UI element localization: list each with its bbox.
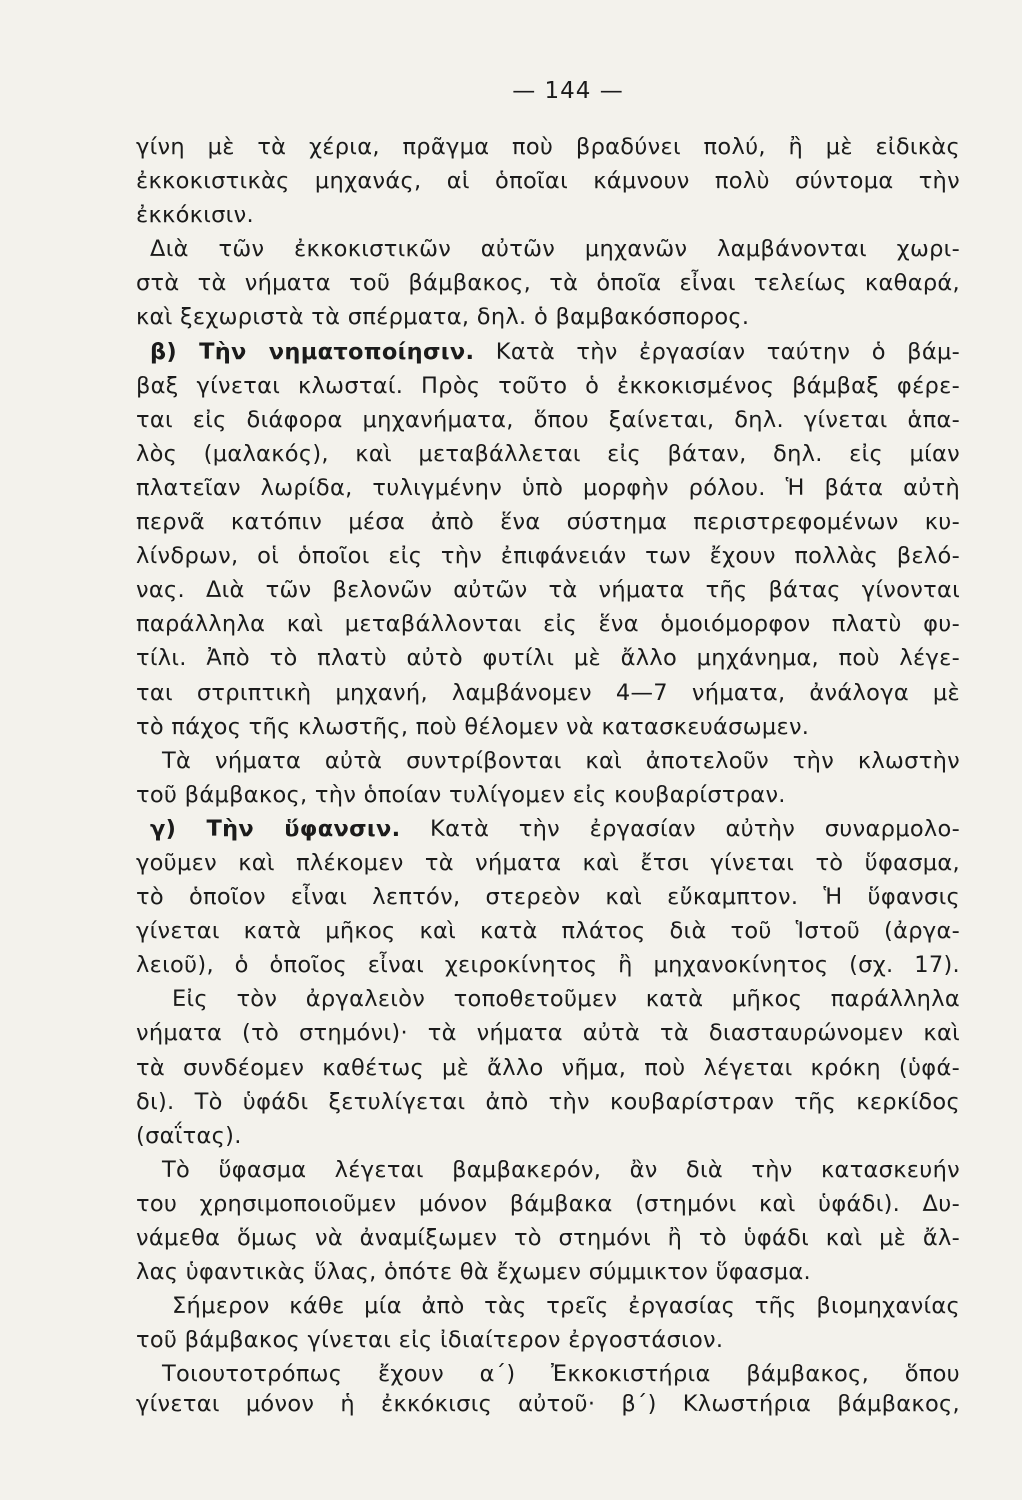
text-line: λὸς (μαλακός), καὶ μεταβάλλεται εἰς βάταν, δηλ. εἰς μίαν <box>136 440 960 467</box>
body-text <box>136 130 960 1422</box>
text-line: τὸ ὁποῖον εἶναι λεπτόν, στερεὸν καὶ εὔκαμπτον. Ἡ ὕφανσις <box>136 884 960 911</box>
text-line: καὶ ξεχωριστὰ τὰ σπέρματα, δηλ. ὁ βαμβακόσπορος. <box>136 304 750 331</box>
text-line: βαξ γίνεται κλωσταί. Πρὸς τοῦτο ὁ ἐκκοκισμένος βάμβαξ φέρε- <box>136 372 960 399</box>
text-line: Διὰ τῶν ἐκκοκιστικῶν αὐτῶν μηχανῶν λαμβάνονται χωρι- <box>150 236 960 263</box>
text-line: δι). Τὸ ὑφάδι ξετυλίγεται ἀπὸ τὴν κουβαρίστραν τῆς κερκίδος <box>136 1088 960 1115</box>
text-line: τίλι. Ἀπὸ τὸ πλατὺ αὐτὸ φυτίλι μὲ ἄλλο μηχάνημα, ποὺ λέγε- <box>136 645 960 672</box>
text-line: Κατὰ τὴν ἐργασίαν ταύτην ὁ βάμ- <box>495 338 960 365</box>
section-heading-line <box>136 335 960 369</box>
text-line: γίνεται κατὰ μῆκος καὶ κατὰ πλάτος διὰ τοῦ Ἱστοῦ (ἀργα- <box>136 918 960 945</box>
section-heading-b: β) Τὴν νηματοποίησιν. <box>150 338 475 365</box>
section-heading-c: γ) Τὴν ὕφανσιν. <box>150 815 401 842</box>
text-line: γοῦμεν καὶ πλέκομεν τὰ νήματα καὶ ἔτσι γίνεται τὸ ὕφασμα, <box>136 849 960 876</box>
text-line: τὸ πάχος τῆς κλωστῆς, ποὺ θέλομεν νὰ κατασκευάσωμεν. <box>136 713 810 740</box>
text-line: λας ὑφαντικὰς ὕλας, ὁπότε θὰ ἔχωμεν σύμμικτον ὕφασμα. <box>136 1259 811 1286</box>
text-line: τοῦ βάμβακος, τὴν ὁποίαν τυλίγομεν εἰς κουβαρίστραν. <box>136 781 786 808</box>
page-number: — 144 — <box>512 78 624 104</box>
text-line: ἐκκοκιστικὰς μηχανάς, αἱ ὁποῖαι κάμνουν πολὺ σύντομα τὴν <box>136 168 960 195</box>
text-line: ται στριπτικὴ μηχανή, λαμβάνομεν 4—7 νήματα, ἀνάλογα μὲ <box>136 679 960 706</box>
text-line: Τοιουτοτρόπως ἔχουν α΄) Ἐκκοκιστήρια βάμβακος, ὅπου <box>162 1361 960 1388</box>
text-line: περνᾶ κατόπιν μέσα ἀπὸ ἕνα σύστημα περιστρεφομένων κυ- <box>136 509 960 536</box>
section-heading-line <box>136 812 960 846</box>
text-line: γίνη μὲ τὰ χέρια, πρᾶγμα ποὺ βραδύνει πολύ, ἢ μὲ εἰδικὰς <box>136 134 960 160</box>
text-line: του χρησιμοποιοῦμεν μόνον βάμβακα (στημόνι καὶ ὑφάδι). Δυ- <box>136 1190 960 1217</box>
text-line: Κατὰ τὴν ἐργασίαν αὐτὴν συναρμολο- <box>430 815 960 842</box>
text-line: λίνδρων, οἱ ὁποῖοι εἰς τὴν ἐπιφάνειάν των ἔχουν πολλὰς βελό- <box>136 543 960 570</box>
text-line: νήματα (τὸ στημόνι)· τὰ νήματα αὐτὰ τὰ διασταυρώνομεν καὶ <box>136 1020 960 1047</box>
text-line: γίνεται μόνον ἡ ἐκκόκισις αὐτοῦ· β΄) Κλωστήρια βάμβακος, <box>136 1391 960 1418</box>
text-line: ται εἰς διάφορα μηχανήματα, ὅπου ξαίνεται, δηλ. γίνεται ἁπα- <box>136 406 960 433</box>
text-line: ἐκκόκισιν. <box>136 202 254 229</box>
text-line: πλατεῖαν λωρίδα, τυλιγμένην ὑπὸ μορφὴν ρόλου. Ἡ βάτα αὐτὴ <box>136 474 960 501</box>
text-line: λειοῦ), ὁ ὁποῖος εἶναι χειροκίνητος ἢ μηχανοκίνητος (σχ. 17). <box>136 952 960 979</box>
text-line: (σαΐτας). <box>136 1122 242 1149</box>
text-line: στὰ τὰ νήματα τοῦ βάμβακος, τὰ ὁποῖα εἶναι τελείως καθαρά, <box>136 270 960 297</box>
text-line: νάμεθα ὅμως νὰ ἀναμίξωμεν τὸ στημόνι ἢ τὸ ὑφάδι καὶ μὲ ἄλ- <box>136 1225 960 1251</box>
text-line: Εἰς τὸν ἀργαλειὸν τοποθετοῦμεν κατὰ μῆκος παράλληλα <box>172 986 960 1013</box>
text-line: τὰ συνδέομεν καθέτως μὲ ἄλλο νῆμα, ποὺ λέγεται κρόκη (ὑφά- <box>136 1054 960 1081</box>
text-line: τοῦ βάμβακος γίνεται εἰς ἰδιαίτερον ἐργοστάσιον. <box>136 1327 724 1354</box>
text-line: παράλληλα καὶ μεταβάλλονται εἰς ἕνα ὁμοιόμορφον πλατὺ φυ- <box>136 611 960 638</box>
text-line: νας. Διὰ τῶν βελονῶν αὐτῶν τὰ νήματα τῆς βάτας γίνονται <box>136 577 960 604</box>
text-line: Σήμερον κάθε μία ἀπὸ τὰς τρεῖς ἐργασίας τῆς βιομηχανίας <box>172 1293 960 1320</box>
text-line: Τὰ νήματα αὐτὰ συντρίβονται καὶ ἀποτελοῦν τὴν κλωστὴν <box>162 747 960 774</box>
text-line: Τὸ ὕφασμα λέγεται βαμβακερόν, ἂν διὰ τὴν κατασκευήν <box>162 1156 960 1183</box>
